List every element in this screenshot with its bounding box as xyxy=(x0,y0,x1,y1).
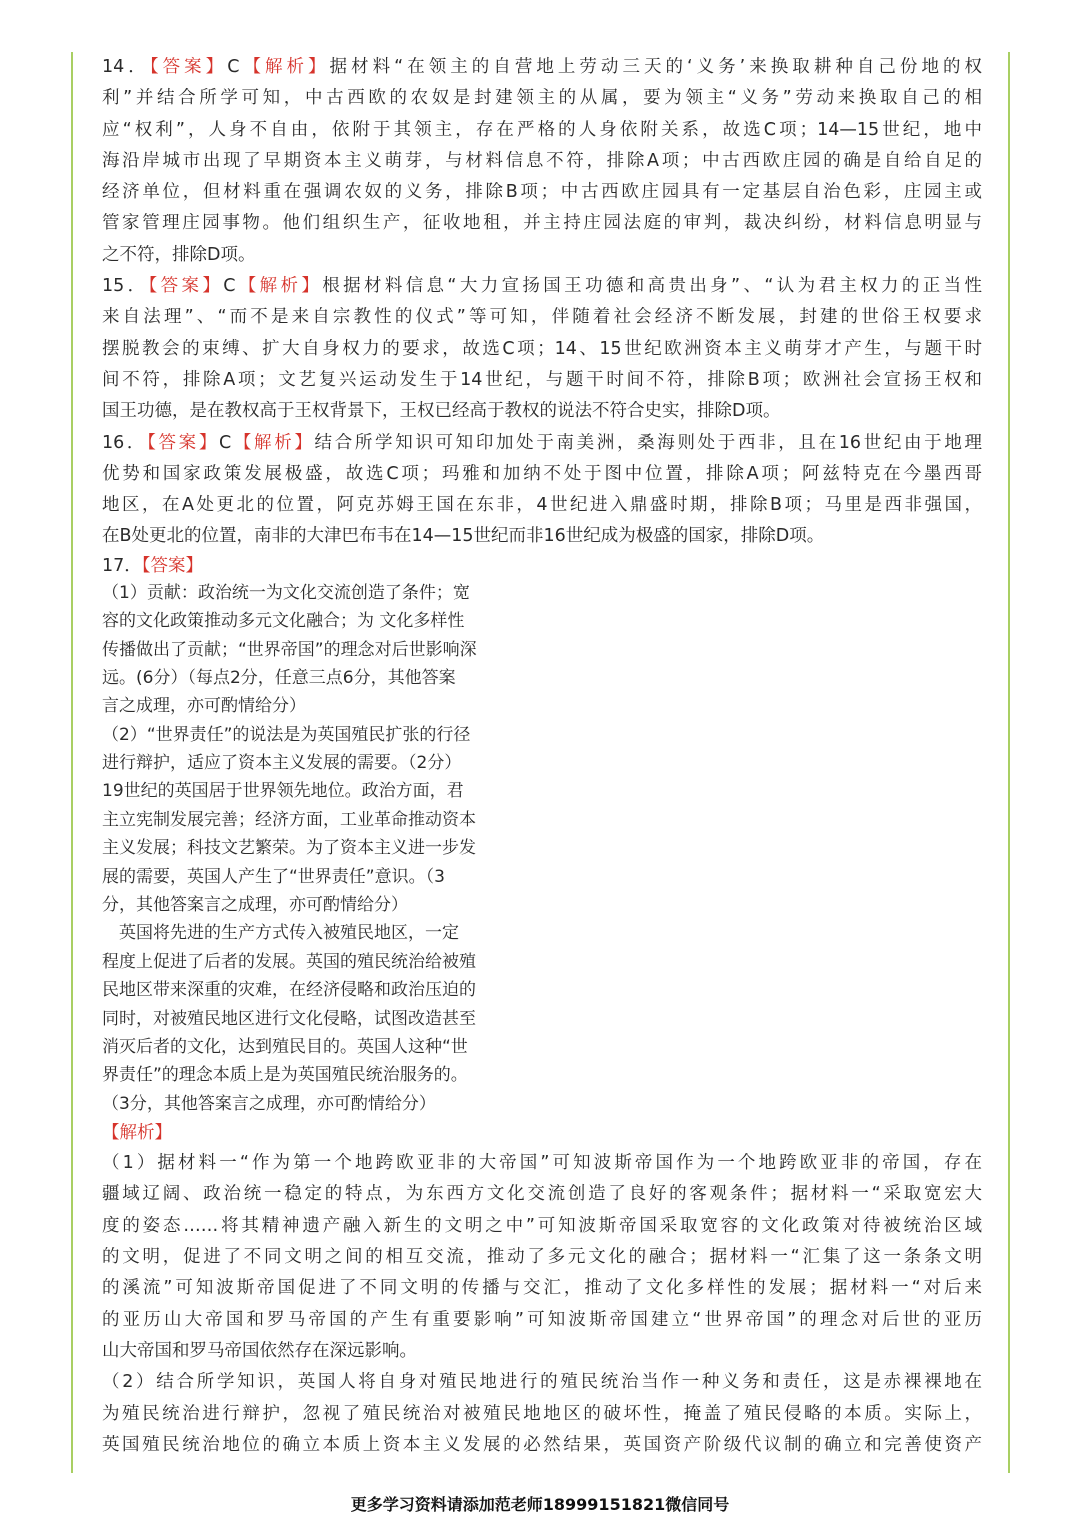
answer-line: 主立宪制发展完善；经济方面，工业革命推动资本 xyxy=(102,809,476,830)
text-line: 国王功德，是在教权高于王权背景下，王权已经高于教权的说法不符合史实，排除D项。 xyxy=(102,401,781,422)
left-margin-rule xyxy=(71,52,73,1473)
q15-line-1: 15．【答案】C【解析】根据材料信息“大力宣扬国王功德和高贵出身”、“认为君主权力的正当性 xyxy=(102,276,983,297)
q17-analysis-block xyxy=(102,1148,982,1461)
answer-tag: 【答案】 xyxy=(149,57,228,77)
answer-line: 界责任”的理念本质上是为英国殖民统治服务的。 xyxy=(102,1065,468,1086)
answer-line: 传播做出了贡献；“世界帝国”的理念对后世影响深 xyxy=(102,639,477,660)
answer-line: 容的文化政策推动多元文化融合；为 文化多样性 xyxy=(102,611,465,632)
text-line: 来自法理”、“而不是来自宗教性的仪式”等可知，伴随着社会经济不断发展，封建的世俗王权要求 xyxy=(102,307,982,328)
analysis-line: （1）据材料一“作为第一个地跨欧亚非的大帝国”可知波斯帝国作为一个地跨欧亚非的帝国，存在 xyxy=(102,1153,982,1174)
answer-line: 19世纪的英国居于世界领先地位。政治方面，君 xyxy=(102,781,464,802)
analysis-line: 为殖民统治进行辩护，忽视了殖民统治对被殖民地地区的破坏性，掩盖了殖民侵略的本质。实际上， xyxy=(102,1403,982,1424)
analysis-line: 的文明，促进了不同文明之间的相互交流，推动了多元文化的融合；据材料一“汇集了这一条条文明 xyxy=(102,1247,982,1268)
answer-line: 分，其他答案言之成理，亦可酌情给分） xyxy=(102,895,408,916)
text-line: 之不符，排除D项。 xyxy=(102,244,256,265)
text-line: 地区，在A处更北的位置，阿克苏姆王国在东非，4世纪进入鼎盛时期，排除B项；马里是西非强国， xyxy=(102,495,982,516)
analysis-line: 疆域辽阔、政治统一稳定的特点，为东西方文化交流创造了良好的客观条件；据材料一“采取宽宏大 xyxy=(102,1184,982,1205)
analysis-line: 的溪流”可知波斯帝国促进了不同文明的传播与交汇，推动了文化多样性的发展；据材料一“对后来 xyxy=(102,1278,982,1299)
q17-heading: 17．【答案】 xyxy=(102,555,204,576)
answer-line: 进行辩护，适应了资本主义发展的需要。（2分） xyxy=(102,753,462,774)
text-line: 利”并结合所学可知，中古西欧的农奴是封建领主的从属，要为领主“义务”劳动来换取自己的相 xyxy=(102,88,982,109)
answer-line: 英国将先进的生产方式传入被殖民地区，一定 xyxy=(102,923,459,944)
analysis-tag: 【解析】 xyxy=(102,1123,172,1144)
text-line: 摆脱教会的束缚、扩大自身权力的要求，故选C项；14、15世纪欧洲资本主义萌芽才产生，与题干时 xyxy=(102,338,982,359)
right-margin-rule xyxy=(1008,52,1010,1473)
answer-tag: 【答案】 xyxy=(141,555,204,576)
analysis-line: 度的姿态……将其精神遗产融入新生的文明之中”可知波斯帝国采取宽容的文化政策对待被统治区域 xyxy=(102,1215,982,1236)
text-line: 海沿岸城市出现了早期资本主义萌芽，与材料信息不符，排除A项；中古西欧庄园的确是自给自足的 xyxy=(102,150,982,171)
analysis-line: 的亚历山大帝国和罗马帝国的产生有重要影响”可知波斯帝国建立“世界帝国”的理念对后世的亚历 xyxy=(102,1309,982,1330)
text-line: 在B处更北的位置，南非的大津巴布韦在14—15世纪而非16世纪成为极盛的国家，排除D项。 xyxy=(102,526,825,547)
text-line: 经济单位，但材料重在强调农奴的义务，排除B项；中古西欧庄园具有一定基层自治色彩，庄园主或 xyxy=(102,182,982,203)
answer-line: 主义发展；科技文艺繁荣。为了资本主义进一步发 xyxy=(102,838,476,859)
question-14 xyxy=(102,52,982,271)
answer-line: 远。(6分）（每点2分，任意三点6分，其他答案 xyxy=(102,667,456,688)
answer-line: （1）贡献：政治统一为文化交流创造了条件；宽 xyxy=(102,582,470,603)
analysis-tag: 【解析】 xyxy=(235,276,323,297)
answer-line: （2）“世界责任”的说法是为英国殖民扩张的行径 xyxy=(102,724,471,745)
q14-line-1: 14．【答案】C【解析】据材料“在领主的自营地上劳动三天的‘义务’来换取耕种自己份地的权 xyxy=(102,57,982,77)
answer-line: 消灭后者的文化，达到殖民目的。英国人这种“世 xyxy=(102,1037,468,1057)
analysis-tag: 【解析】 xyxy=(231,432,315,453)
analysis-line: 山大帝国和罗马帝国依然存在深远影响。 xyxy=(102,1340,417,1361)
analysis-tag: 【解析】 xyxy=(239,57,330,77)
answer-line: 言之成理，亦可酌情给分） xyxy=(102,696,306,717)
text-line: 优势和国家政策发展极盛，故选C项；玛雅和加纳不处于图中位置，排除A项；阿兹特克在今墨西哥 xyxy=(102,463,982,484)
answer-choice: C xyxy=(227,57,240,77)
text-line: 管家管理庄园事物。他们组织生产，征收地租，并主持庄园法庭的审判，裁决纠纷，材料信息明显与 xyxy=(102,213,982,234)
q17-answer-block xyxy=(102,579,982,1118)
text-line: 应“权利”，人身不自由，依附于其领主，存在严格的人身依附关系，故选C项；14—15世纪，地中 xyxy=(102,119,982,140)
question-17 xyxy=(102,553,982,1461)
answer-content xyxy=(102,52,982,1461)
answer-line: 民地区带来深重的灾难，在经济侵略和政治压迫的 xyxy=(102,980,476,1001)
question-16 xyxy=(102,428,982,553)
question-15 xyxy=(102,271,982,427)
answer-tag: 【答案】 xyxy=(148,276,224,297)
analysis-line: （2）结合所学知识，英国人将自身对殖民地进行的殖民统治当作一种义务和责任，这是赤裸裸地在 xyxy=(102,1372,982,1393)
text-line: 间不符，排除A项；文艺复兴运动发生于14世纪，与题干时间不符，排除B项；欧洲社会宣扬王权和 xyxy=(102,369,982,390)
answer-line: 程度上促进了后者的发展。英国的殖民统治给被殖 xyxy=(102,951,476,972)
analysis-line: 英国殖民统治地位的确立本质上资本主义发展的必然结果，英国资产阶级代议制的确立和完善使资产 xyxy=(102,1434,982,1455)
answer-choice: C xyxy=(223,276,236,297)
answer-choice: C xyxy=(219,432,232,453)
answer-line: 展的需要，英国人产生了“世界责任”意识。（3 xyxy=(102,866,445,887)
answer-tag: 【答案】 xyxy=(147,432,219,453)
answer-line: （3分，其他答案言之成理，亦可酌情给分） xyxy=(102,1093,436,1114)
footer-contact-note: 更多学习资料请添加范老师18999151821微信同号 xyxy=(350,1495,730,1514)
q16-line-1: 16．【答案】C【解析】结合所学知识可知印加处于南美洲，桑海则处于西非，且在16世纪由于地理 xyxy=(102,432,982,453)
answer-line: 同时，对被殖民地区进行文化侵略，试图改造甚至 xyxy=(102,1008,476,1029)
